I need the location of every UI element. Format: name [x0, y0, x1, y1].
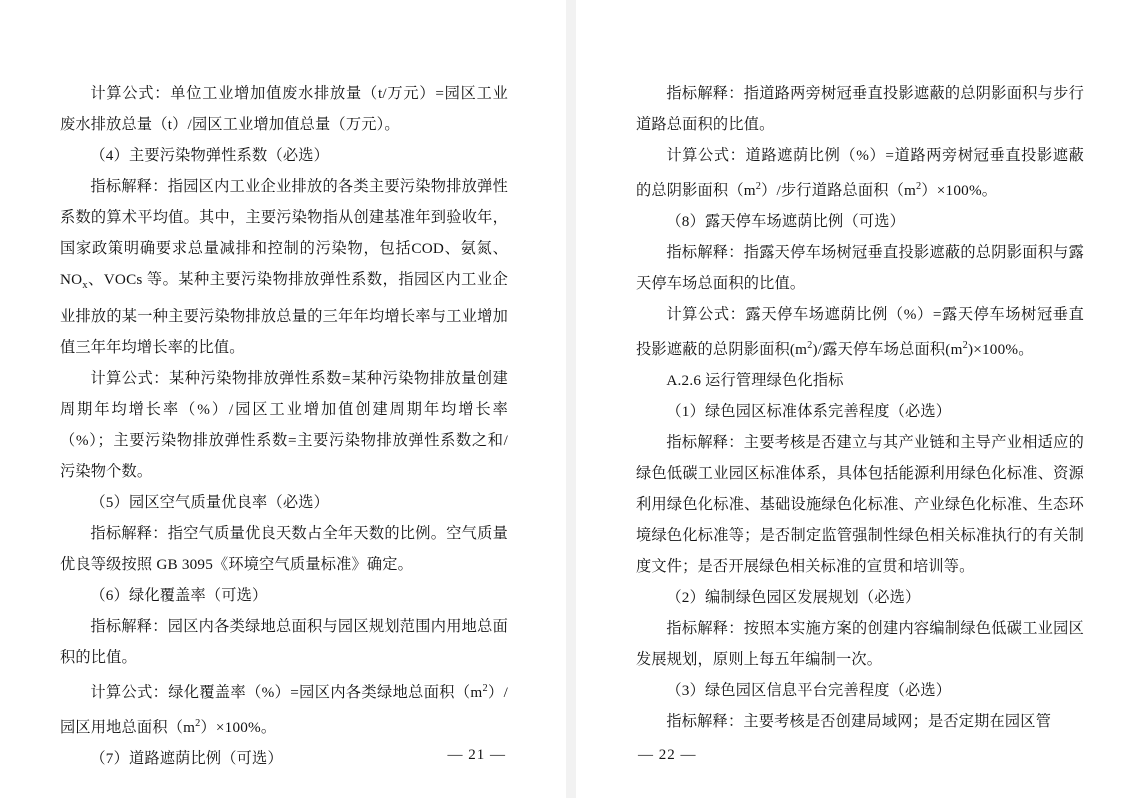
paragraph: 计算公式：某种污染物排放弹性系数=某种污染物排放量创建周期年均增长率（%）/园区工业增加值创建周期年均增长率（%）；主要污染物排放弹性系数=主要污染物排放弹性系数之和/污染物个数。 [60, 370, 508, 481]
paragraph: 计算公式：露天停车场遮荫比例（%）=露天停车场树冠垂直投影遮蔽的总阴影面积$(m^2)/$露天停车场总面积$(m^2)\times 100\%$。 [636, 306, 1084, 359]
paragraph: 指标解释：指道路两旁树冠垂直投影遮蔽的总阴影面积与步行道路总面积的比值。 [636, 85, 1084, 133]
paragraph: （7）道路遮荫比例（可选） [90, 750, 283, 768]
page-right-body [576, 78, 1142, 738]
paragraph: 计算公式：单位工业增加值废水排放量（t/万元）=园区工业废水排放总量（t）/园区工业增加值总量（万元）。 [60, 85, 508, 133]
page-number-right: — 22 — [638, 747, 697, 763]
paragraph: （6）绿化覆盖率（可选） [90, 587, 268, 605]
paragraph: （8）露天停车场遮荫比例（可选） [666, 213, 905, 231]
page-right [576, 0, 1142, 798]
paragraph: 指标解释：主要考核是否创建局域网；是否定期在园区管 [666, 713, 1052, 731]
paragraph: （3）绿色园区信息平台完善程度（必选） [666, 682, 952, 700]
paragraph: 指标解释：按照本实施方案的创建内容编制绿色低碳工业园区发展规划，原则上每五年编制一次。 [636, 620, 1084, 669]
paragraph: （4）主要污染物弹性系数（必选） [90, 147, 329, 164]
paragraph: （1）绿色园区标准体系完善程度（必选） [666, 403, 952, 421]
paragraph: 计算公式：道路遮荫比例（%）=道路两旁树冠垂直投影遮蔽的总阴影面积$(m^2)/$步行道路总面积$(m^2)\times 100\%$。 [636, 147, 1084, 200]
paragraph: 指标解释：指园区内工业企业排放的各类主要污染物排放弹性系数的算术平均值。其中，主要污染物指从创建基准年到验收年，国家政策明确要求总量减排和控制的污染物，包括COD、氨氮、$NO_x$、VOCs 等。某种主要污染物排放弹性系数，指园区内工业企业排放的某一种主要污染物排放总量的三年年均增长率与工业增加值三年年均增长率的比值。 [60, 178, 508, 357]
paragraph: （5）园区空气质量优良率（必选） [90, 494, 329, 512]
page-number-left: — 21 — [447, 747, 506, 763]
paragraph: 指标解释：园区内各类绿地总面积与园区规划范围内用地总面积的比值。 [60, 618, 508, 667]
paragraph: 指标解释：主要考核是否建立与其产业链和主导产业相适应的绿色低碳工业园区标准体系，具体包括能源利用绿色化标准、资源利用绿色化标准、基础设施绿色化标准、产业绿色化标准、生态环境绿色化标准等；是否制定监管强制性绿色相关标准执行的有关制度文件；是否开展绿色相关标准的宣贯和培训等。 [636, 434, 1084, 576]
section-heading: A.2.6 运行管理绿色化指标 [666, 372, 844, 390]
paragraph: （2）编制绿色园区发展规划（必选） [666, 589, 921, 607]
paragraph: 计算公式：绿化覆盖率（%）=园区内各类绿地总面积$(m^2)/$园区用地总面积$(m^2)\times 100\%$。 [60, 683, 508, 737]
paragraph: 指标解释：指露天停车场树冠垂直投影遮蔽的总阴影面积与露天停车场总面积的比值。 [636, 244, 1084, 293]
page-left [0, 0, 566, 798]
paragraph: 指标解释：指空气质量优良天数占全年天数的比例。空气质量优良等级按照 GB 3095《环境空气质量标准》确定。 [60, 525, 508, 574]
